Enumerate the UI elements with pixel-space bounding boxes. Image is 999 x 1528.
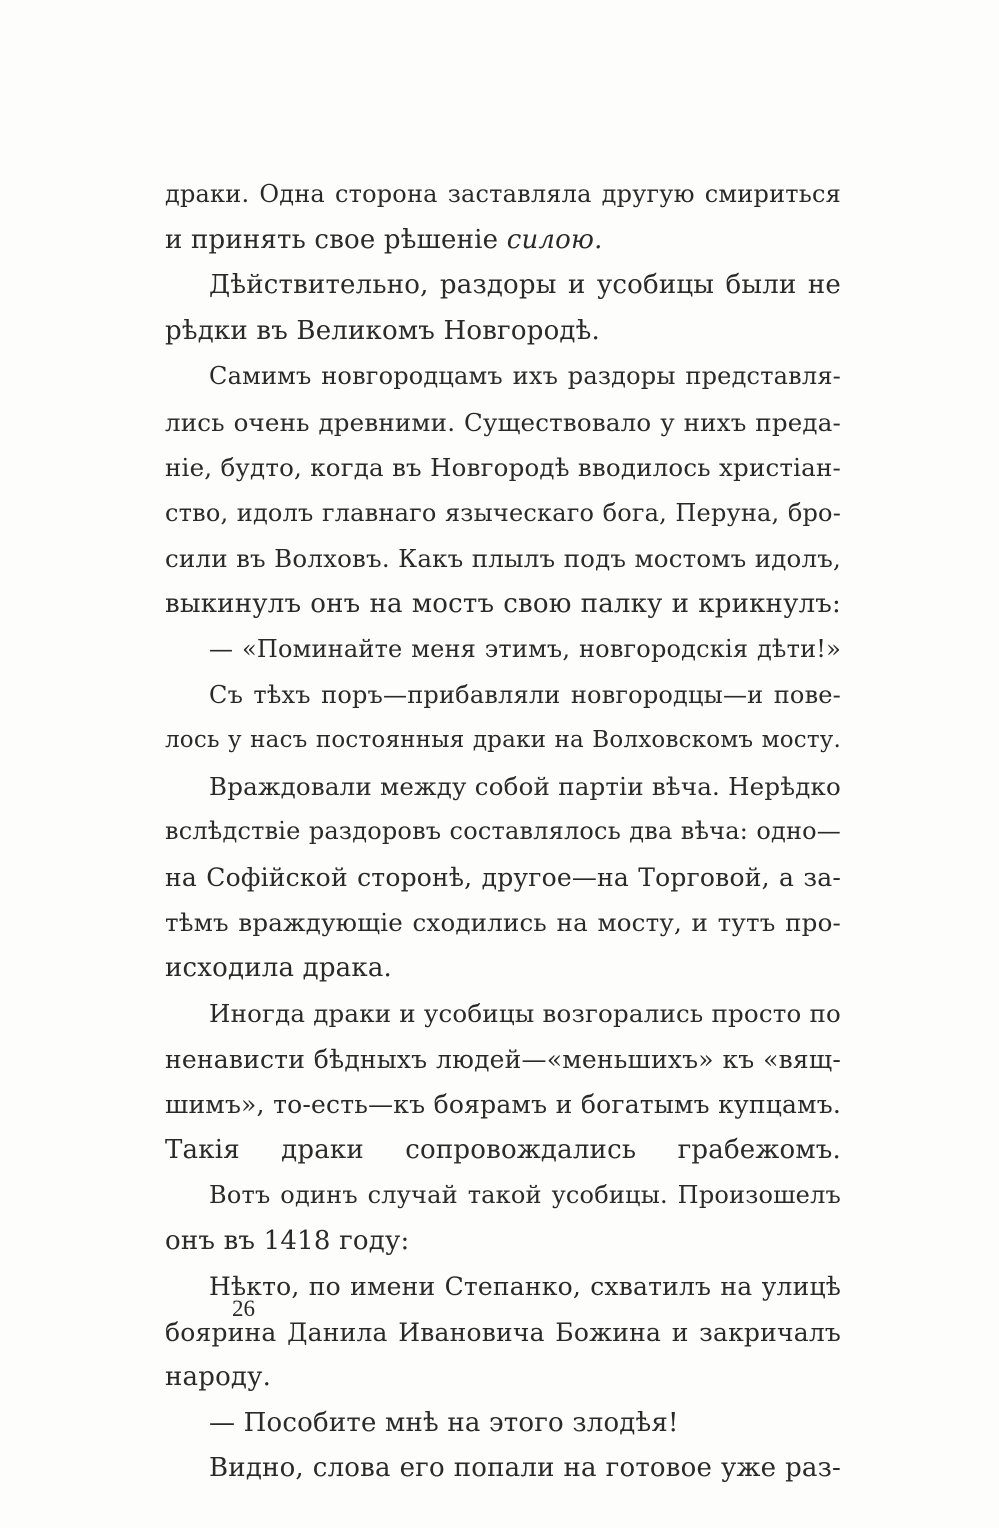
- paragraph-start-line: Нѣкто, по имени Степанко, схватилъ на улицѣ: [209, 1272, 841, 1301]
- text-line-segment: и принять свое рѣшеніе: [165, 224, 499, 255]
- text-line: шимъ», то-есть—къ боярамъ и богатымъ купцамъ.: [165, 1090, 841, 1119]
- paragraph-start-line: — Пособите мнѣ на этого злодѣя!: [209, 1407, 679, 1438]
- text-line: драки. Одна сторона заставляла другую смириться: [165, 180, 841, 208]
- body-text: [165, 172, 841, 1492]
- text-line: рѣдки въ Великомъ Новгородѣ.: [165, 315, 600, 346]
- page-number: 26: [232, 1296, 255, 1321]
- paragraph-start-line: Съ тѣхъ поръ—прибавляли новгородцы—и пове-: [209, 680, 841, 709]
- text-line: народу.: [165, 1362, 272, 1392]
- text-line: лись очень древними. Существовало у нихъ преда-: [165, 407, 841, 437]
- text-line: ство, идолъ главнаго языческаго бога, Перуна, бро-: [165, 498, 841, 527]
- paragraph-start-line: Самимъ новгородцамъ ихъ раздоры представля-: [209, 362, 841, 390]
- text-line: на Софійской сторонѣ, другое—на Торговой, а за-: [165, 862, 841, 892]
- paragraph-start-line: Вотъ одинъ случай такой усобицы. Произошелъ: [209, 1181, 841, 1209]
- paragraph-start-line: — «Поминайте меня этимъ, новгородскія дѣти!»: [209, 635, 841, 663]
- text-line: вслѣдствіе раздоровъ составлялось два вѣча: одно—: [165, 817, 841, 845]
- emphasized-word: силою.: [506, 224, 603, 255]
- text-line: [165, 218, 841, 264]
- paragraph-start-line: Дѣйствительно, раздоры и усобицы были не: [209, 270, 841, 300]
- text-line: ніе, будто, когда въ Новгородѣ вводилось христіан-: [165, 453, 841, 482]
- text-line: сили въ Волховъ. Какъ плылъ подъ мостомъ идолъ,: [165, 544, 841, 573]
- paragraph-start-line: Враждовали между собой партіи вѣча. Нерѣдко: [209, 771, 841, 801]
- text-line: исходила драка.: [165, 952, 392, 983]
- text-line: Такія драки сопровождались грабежомъ.: [165, 1134, 841, 1165]
- text-line: онъ въ 1418 году:: [165, 1225, 410, 1256]
- text-line: лось у насъ постоянныя драки на Волховскомъ мосту.: [165, 727, 841, 753]
- text-line: боярина Данила Ивановича Божина и закричалъ: [165, 1317, 841, 1347]
- text-line: тѣмъ враждующіе сходились на мосту, и тутъ про-: [165, 908, 841, 937]
- paragraph-start-line: Иногда драки и усобицы возгорались просто по: [209, 999, 841, 1028]
- text-line: выкинулъ онъ на мостъ свою палку и крикнулъ:: [165, 588, 841, 619]
- text-line: ненависти бѣдныхъ людей—«меньшихъ» къ «вящ-: [165, 1044, 841, 1074]
- paragraph-start-line: Видно, слова его попали на готовое уже раз-: [209, 1453, 841, 1483]
